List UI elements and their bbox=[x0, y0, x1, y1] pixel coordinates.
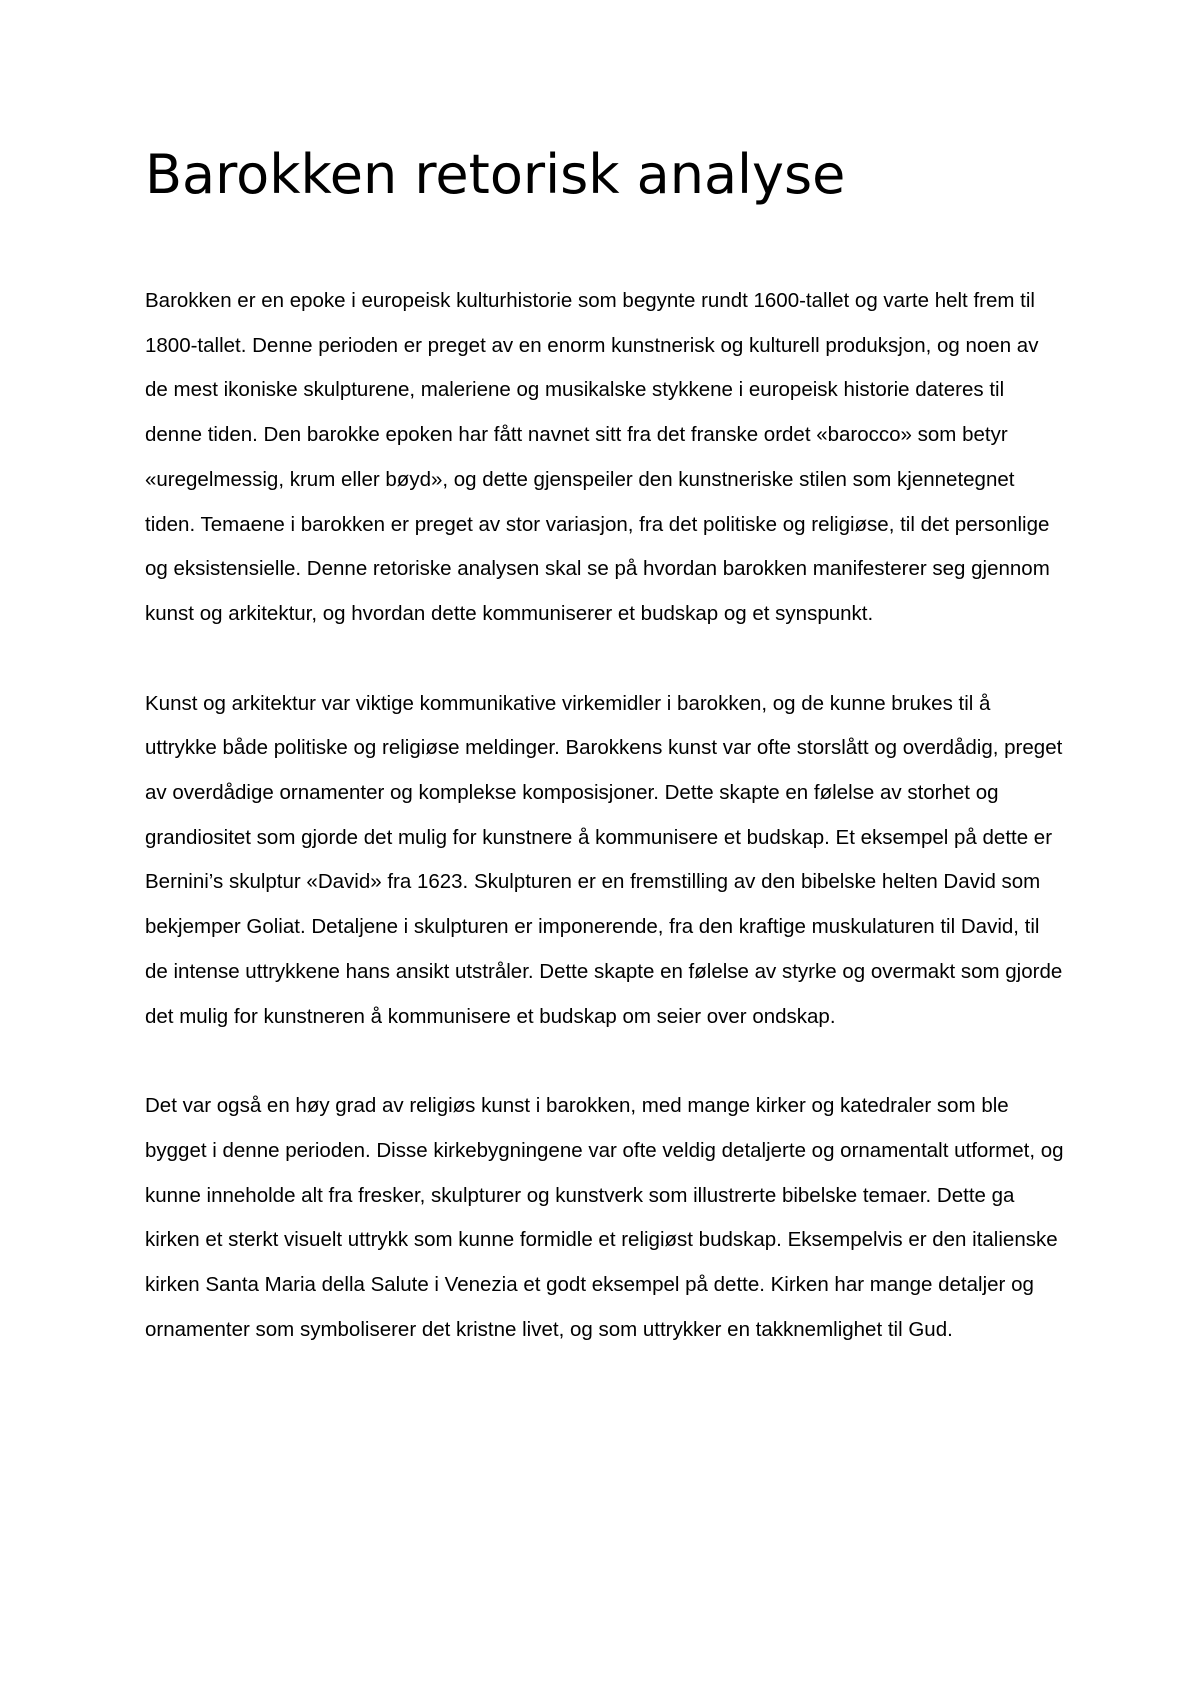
paragraph-intro: Barokken er en epoke i europeisk kulturhistorie som begynte rundt 1600-tallet og varte helt frem til 1800-tallet. Denne perioden er preget av en enorm kunstnerisk og kulturell produksjon, og noen av de mest ikoniske skulpturene, maleriene og musikalske stykkene i europeisk historie dateres til denne tiden. Den barokke epoken har fått navnet sitt fra det franske ordet «barocco» som betyr «uregelmessig, krum eller bøyd», og dette gjenspeiler den kunstneriske stilen som kjennetegnet tiden. Temaene i barokken er preget av stor variasjon, fra det politiske og religiøse, til det personlige og eksistensielle. Denne retoriske analysen skal se på hvordan barokken manifesterer seg gjennom kunst og arkitektur, og hvordan dette kommuniserer et budskap og et synspunkt. bbox=[145, 289, 1050, 625]
document-body bbox=[145, 140, 1065, 1352]
document-title: Barokken retorisk analyse bbox=[145, 143, 846, 206]
paragraph-art-architecture: Kunst og arkitektur var viktige kommunikative virkemidler i barokken, og de kunne brukes til å uttrykke både politiske og religiøse meldinger. Barokkens kunst var ofte storslått og overdådig, preget av overdådige ornamenter og komplekse komposisjoner. Dette skapte en følelse av storhet og grandiositet som gjorde det mulig for kunstnere å kommunisere et budskap. Et eksempel på dette er Bernini’s skulptur «David» fra 1623. Skulpturen er en fremstilling av den bibelske helten David som bekjemper Goliat. Detaljene i skulpturen er imponerende, fra den kraftige muskulaturen til David, til de intense uttrykkene hans ansikt utstråler. Dette skapte en følelse av styrke og overmakt som gjorde det mulig for kunstneren å kommunisere et budskap om seier over ondskap. bbox=[145, 691, 1063, 1028]
paragraph-religious-art: Det var også en høy grad av religiøs kunst i barokken, med mange kirker og katedraler som ble bygget i denne perioden. Disse kirkebygningene var ofte veldig detaljerte og ornamentalt utformet, og kunne inneholde alt fra fresker, skulpturer og kunstverk som illustrerte bibelske temaer. Dette ga kirken et sterkt visuelt uttrykk som kunne formidle et religiøst budskap. Eksempelvis er den italienske kirken Santa Maria della Salute i Venezia et godt eksempel på dette. Kirken har mange detaljer og ornamenter som symboliserer det kristne livet, og som uttrykker en takknemlighet til Gud. bbox=[145, 1094, 1064, 1341]
